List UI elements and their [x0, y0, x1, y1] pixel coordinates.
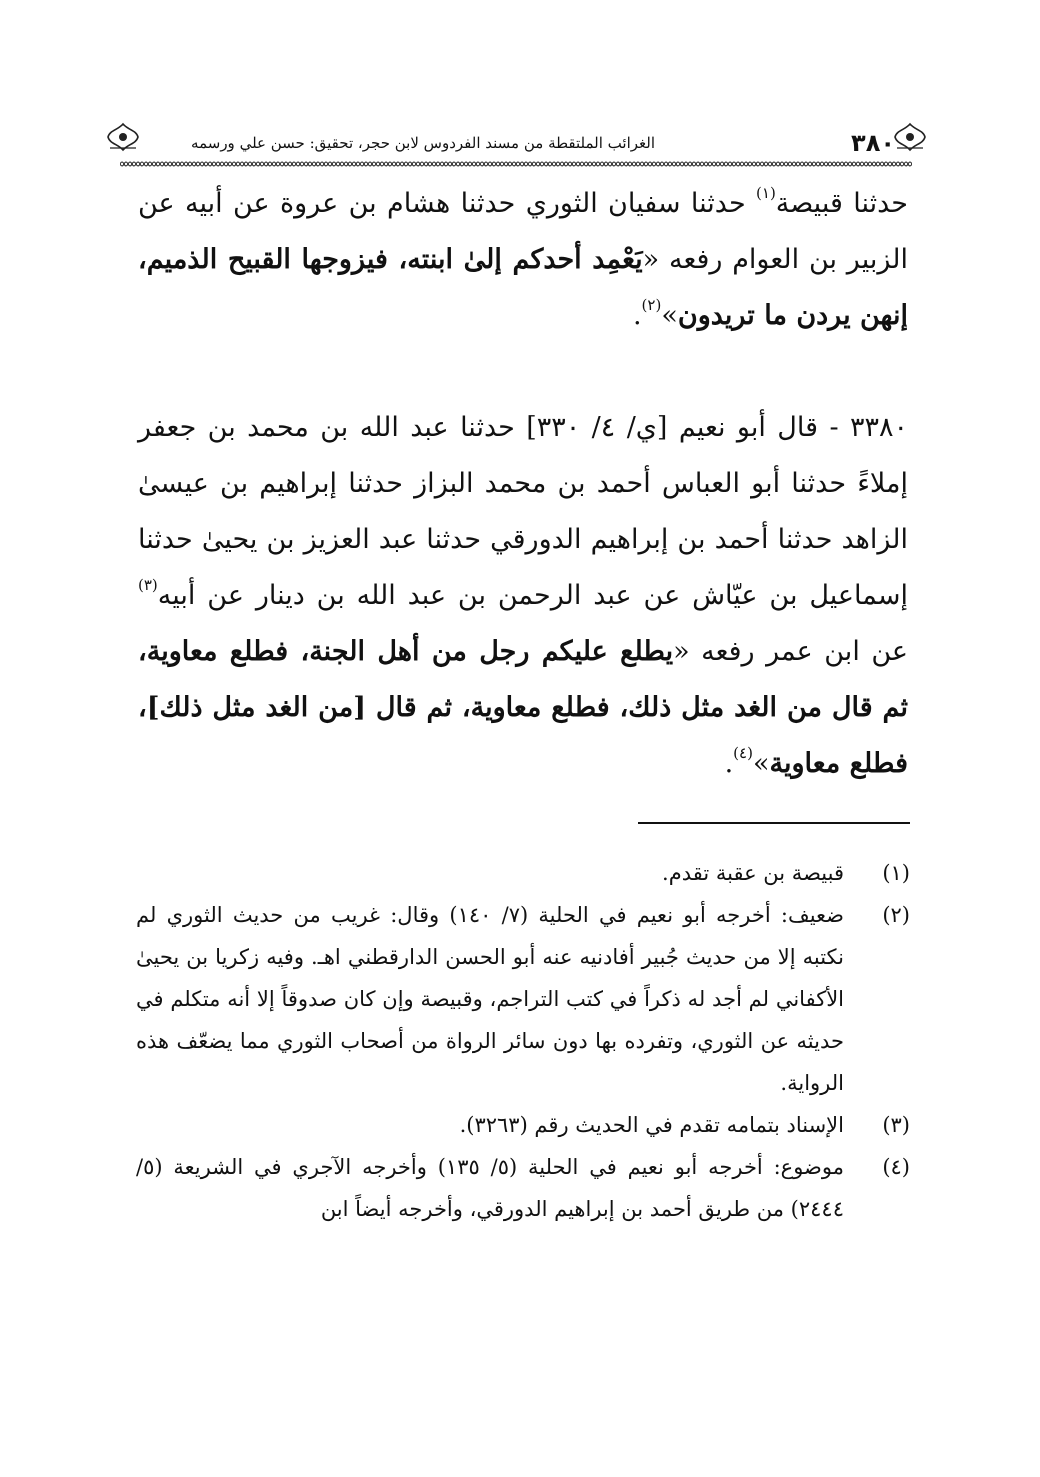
- ornament-right-icon: [893, 122, 927, 152]
- footnote-4: [136, 1146, 910, 1230]
- footnote-number: (٢): [882, 903, 910, 927]
- running-title: الغرائب الملتقطة من مسند الفردوس لابن حجر، تحقيق: حسن علي ورسمه: [191, 134, 655, 152]
- footnote-text: ضعيف: أخرجه أبو نعيم في الحلية (٧/ ١٤٠) وقال: غريب من حديث الثوري لم نكتبه إلا من حديث جُبير أفادنيه عنه أبو الحسن الدارقطني اهـ. وفيه زكريا بن يحيىٰ الأكفاني لم أجد له ذكراً في كتب التراجم، وقبيصة وإن كان صدوقاً إلا أنه متكلم في حديثه عن الثوري، وتفرده بها دون سائر الرواة من أصحاب الثوري مما يضعّف هذه الرواية.: [136, 903, 844, 1095]
- hadith-paragraph-3380: ٣٣٨٠ - قال أبو نعيم [ي/ ٤/ ٣٣٠] حدثنا عبد الله بن محمد بن جعفر إملاءً حدثنا أبو العباس أحمد بن محمد البزاز حدثنا إبراهيم بن عيسىٰ الزاهد حدثنا أحمد بن إبراهيم الدورقي حدثنا عبد العزيز بن يحيىٰ حدثنا إسماعيل بن عيّاش عن عبد الرحمن بن عبد الله بن دينار عن أبيه$^{(٣)}$ عن ابن عمر رفعه «يطلع عليكم رجل من أهل الجنة، فطلع معاوية، ثم قال من الغد مثل ذلك، فطلع معاوية، ثم قال [من الغد مثل ذلك]، فطلع معاوية»$^{(٤)}$.: [138, 412, 908, 779]
- footnote-3: [136, 1104, 910, 1146]
- hadith-text: يطلع عليكم رجل من أهل الجنة، فطلع معاوية، ثم قال من الغد مثل ذلك، فطلع معاوية، ثم قال [من الغد مثل ذلك]، فطلع معاوية: [138, 636, 908, 779]
- footnote-number: (٤): [882, 1155, 910, 1179]
- main-text: [138, 176, 908, 792]
- footnote-text: الإسناد بتمامه تقدم في الحديث رقم (٣٢٦٣).: [459, 1113, 844, 1137]
- page-header: [120, 118, 915, 160]
- footnote-1: [136, 852, 910, 894]
- footnote-text: قبيصة بن عقبة تقدم.: [662, 861, 844, 885]
- hadith-text: يَعْمِد أحدكم إلىٰ ابنته، فيزوجها القبيح الذميم، إنهن يردن ما تريدون: [138, 244, 908, 331]
- page-number: ٣٨٠: [851, 129, 895, 157]
- ornament-left-icon: [106, 122, 140, 152]
- footnote-separator: [638, 822, 910, 824]
- footnote-number: (٣): [882, 1113, 910, 1137]
- footnote-2: [136, 894, 910, 1104]
- footnote-text: موضوع: أخرجه أبو نعيم في الحلية (٥/ ١٣٥) وأخرجه الآجري في الشريعة (٥/ ٢٤٤٤) من طريق أحمد بن إبراهيم الدورقي، وأخرجه أيضاً ابن: [136, 1155, 844, 1221]
- footnote-ref-3: (٣): [138, 576, 158, 594]
- footnote-ref-4: (٤): [733, 744, 753, 762]
- footnote-number: (١): [882, 861, 910, 885]
- header-divider: [120, 160, 912, 168]
- footnote-ref-1: (١): [756, 184, 776, 202]
- footnote-ref-2: (٢): [641, 296, 662, 314]
- footnotes: [136, 852, 910, 1230]
- hadith-paragraph-1: حدثنا قبيصة$^{(١)}$ حدثنا سفيان الثوري حدثنا هشام بن عروة عن أبيه عن الزبير بن العوام رفعه «يَعْمِد أحدكم إلىٰ ابنته، فيزوجها القبيح الذميم، إنهن يردن ما تريدون»$^{(٢)}$.: [138, 184, 908, 331]
